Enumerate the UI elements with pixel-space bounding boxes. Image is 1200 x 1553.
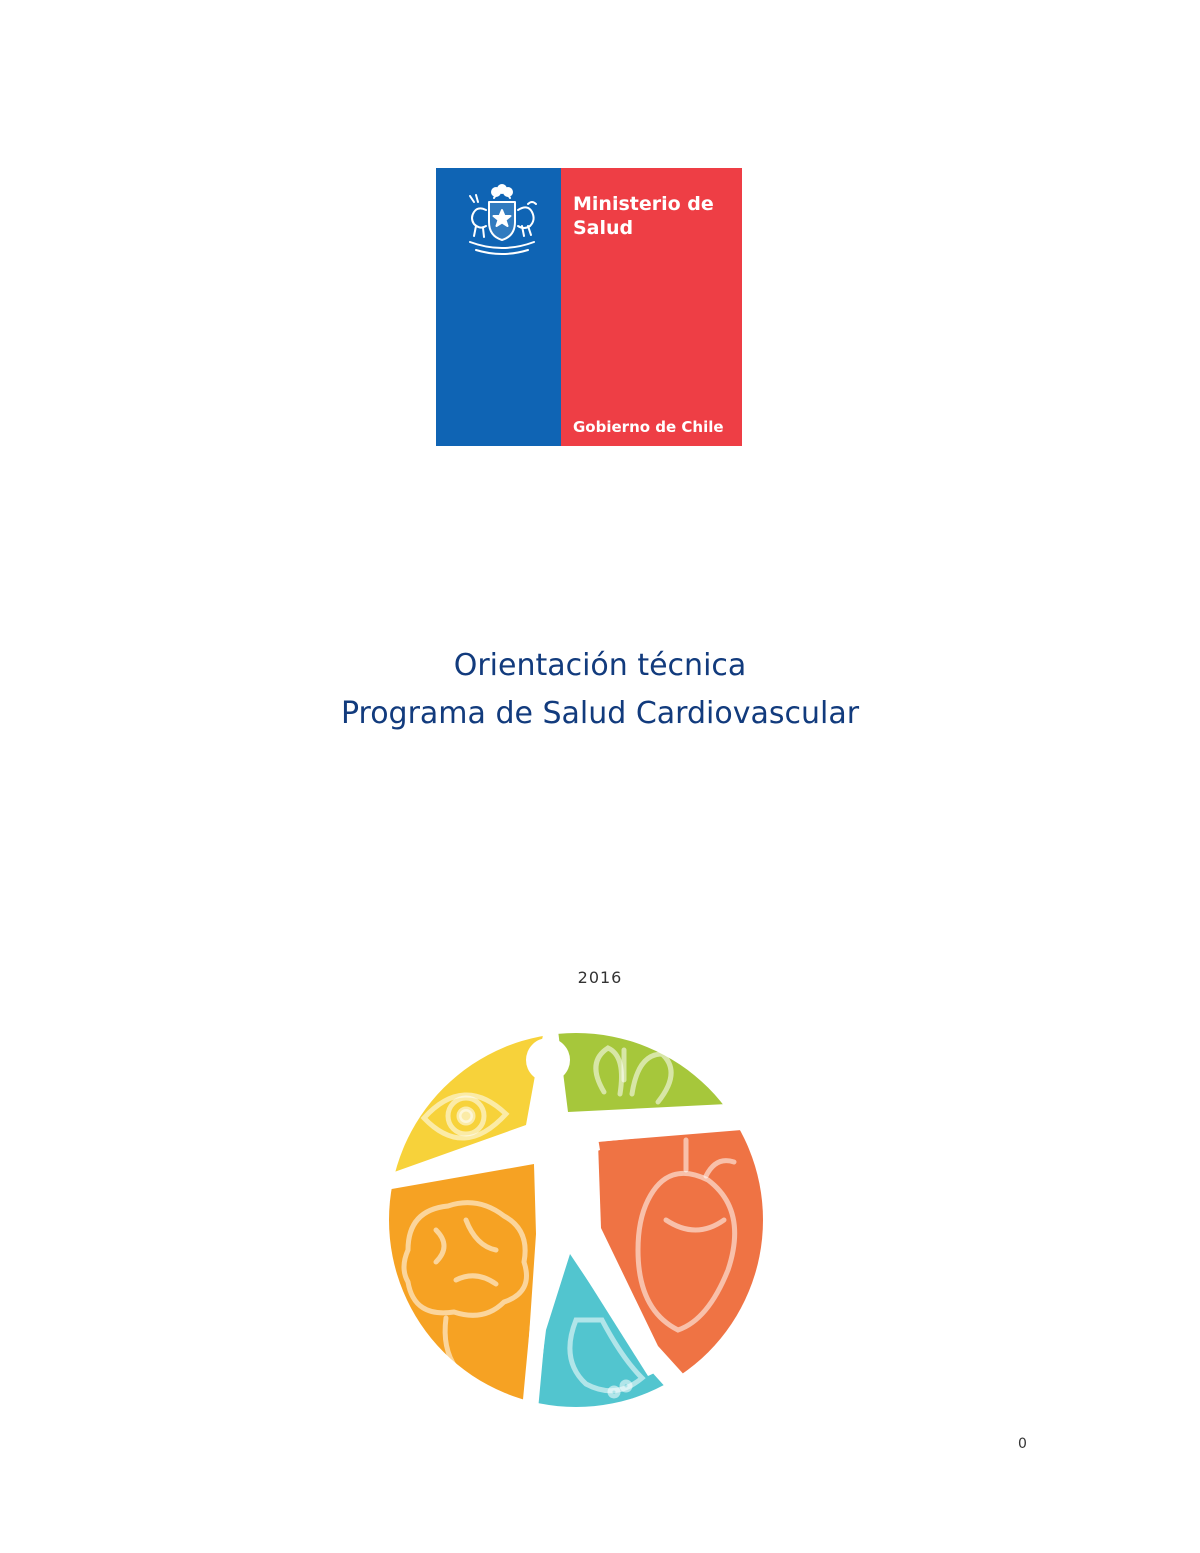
coat-of-arms-icon — [456, 180, 548, 272]
title-line-2: Programa de Salud Cardiovascular — [340, 696, 860, 731]
document-title — [0, 642, 1200, 738]
logo-red-panel — [561, 168, 742, 446]
ministry-logo — [436, 168, 742, 446]
ministry-name: Ministerio de Salud — [573, 193, 714, 239]
document-year: 2016 — [577, 968, 623, 987]
government-name: Gobierno de Chile — [573, 418, 724, 436]
title-line-1: Orientación técnica — [453, 648, 747, 683]
human-figure-icon — [526, 1038, 570, 1082]
page-number: 0 — [1018, 1436, 1027, 1452]
logo-blue-panel — [436, 168, 561, 446]
health-emblem — [386, 1030, 766, 1410]
